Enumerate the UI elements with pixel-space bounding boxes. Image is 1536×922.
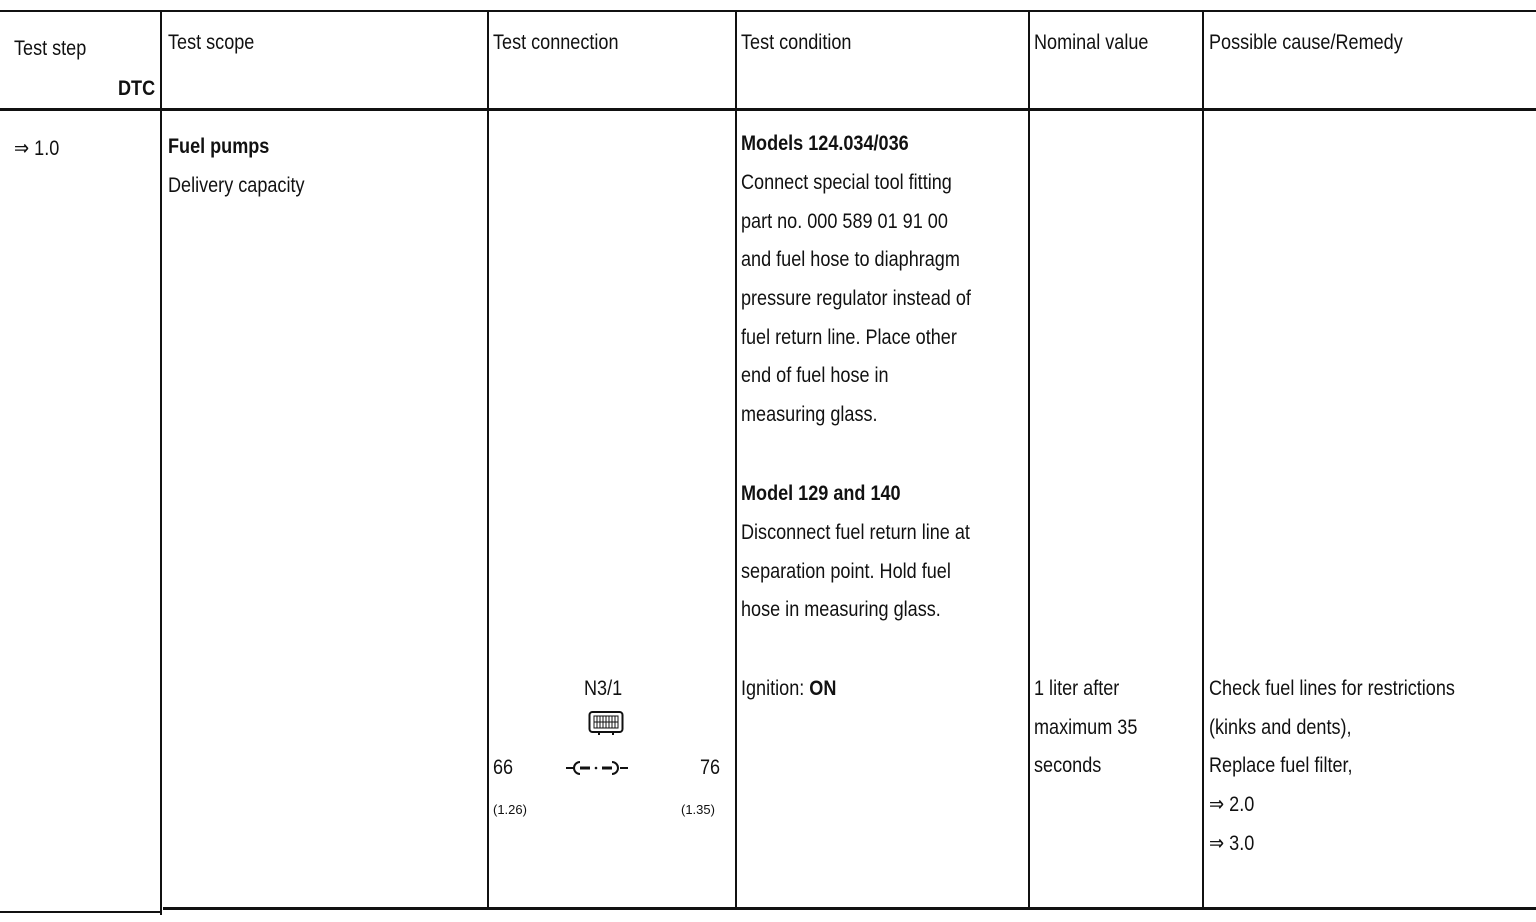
column-divider-3 (735, 10, 737, 910)
condition-line: pressure regulator instead of (741, 287, 971, 311)
condition-line: end of fuel hose in (741, 364, 889, 388)
remedy-line: Replace fuel filter, (1209, 754, 1353, 778)
connection-pin-right: 76 (700, 756, 721, 779)
nominal-line: 1 liter after (1034, 677, 1120, 700)
header-dtc: DTC (118, 77, 156, 100)
header-divider (0, 108, 1536, 111)
test-scope-title: Fuel pumps (168, 135, 270, 158)
condition-models-129-title: Model 129 and 140 (741, 482, 901, 505)
top-border (0, 10, 1536, 12)
header-test-step: Test step (14, 37, 87, 60)
remedy-link-3[interactable]: ⇒ 3.0 (1209, 831, 1255, 855)
connection-pin-left-ref: (1.26) (493, 802, 527, 817)
connection-pin-right-ref: (1.35) (681, 802, 715, 817)
header-test-condition: Test condition (741, 31, 852, 54)
header-nominal-value: Nominal value (1034, 31, 1149, 54)
connection-pin-left: 66 (493, 756, 514, 779)
condition-models-124-text (741, 164, 971, 435)
remedy-line: Check fuel lines for restrictions (1209, 677, 1455, 700)
column-divider-2 (487, 10, 489, 910)
ignition-label: Ignition: (741, 677, 810, 700)
bottom-left-stub (0, 911, 160, 913)
test-step-number: ⇒ 1.0 (14, 137, 60, 160)
condition-models-124-title: Models 124.034/036 (741, 132, 909, 155)
header-possible-cause: Possible cause/Remedy (1209, 31, 1403, 54)
test-lead-icon (566, 760, 630, 776)
condition-ignition (741, 676, 836, 702)
nominal-line: maximum 35 (1034, 715, 1138, 739)
ignition-value: ON (809, 677, 837, 700)
nominal-line: seconds (1034, 754, 1102, 778)
connection-component-label: N3/1 (584, 677, 623, 700)
test-scope-subtitle: Delivery capacity (168, 174, 305, 197)
header-test-connection: Test connection (493, 31, 619, 54)
condition-line: fuel return line. Place other (741, 325, 957, 349)
condition-line: Connect special tool fitting (741, 171, 952, 194)
connector-block-icon (588, 710, 624, 736)
header-test-scope: Test scope (168, 31, 255, 54)
condition-line: hose in measuring glass. (741, 598, 941, 622)
nominal-value-text (1034, 670, 1137, 786)
remedy-line: (kinks and dents), (1209, 715, 1352, 739)
condition-line: measuring glass. (741, 403, 878, 427)
condition-line: and fuel hose to diaphragm (741, 248, 960, 272)
column-divider-1 (160, 10, 162, 915)
condition-line: Disconnect fuel return line at (741, 521, 970, 544)
remedy-text (1209, 670, 1455, 863)
condition-line: separation point. Hold fuel (741, 559, 951, 583)
bottom-border (163, 907, 1536, 910)
column-divider-5 (1202, 10, 1204, 910)
condition-line: part no. 000 589 01 91 00 (741, 209, 948, 233)
condition-models-129-text (741, 514, 970, 630)
column-divider-4 (1028, 10, 1030, 910)
remedy-link-2[interactable]: ⇒ 2.0 (1209, 793, 1255, 817)
